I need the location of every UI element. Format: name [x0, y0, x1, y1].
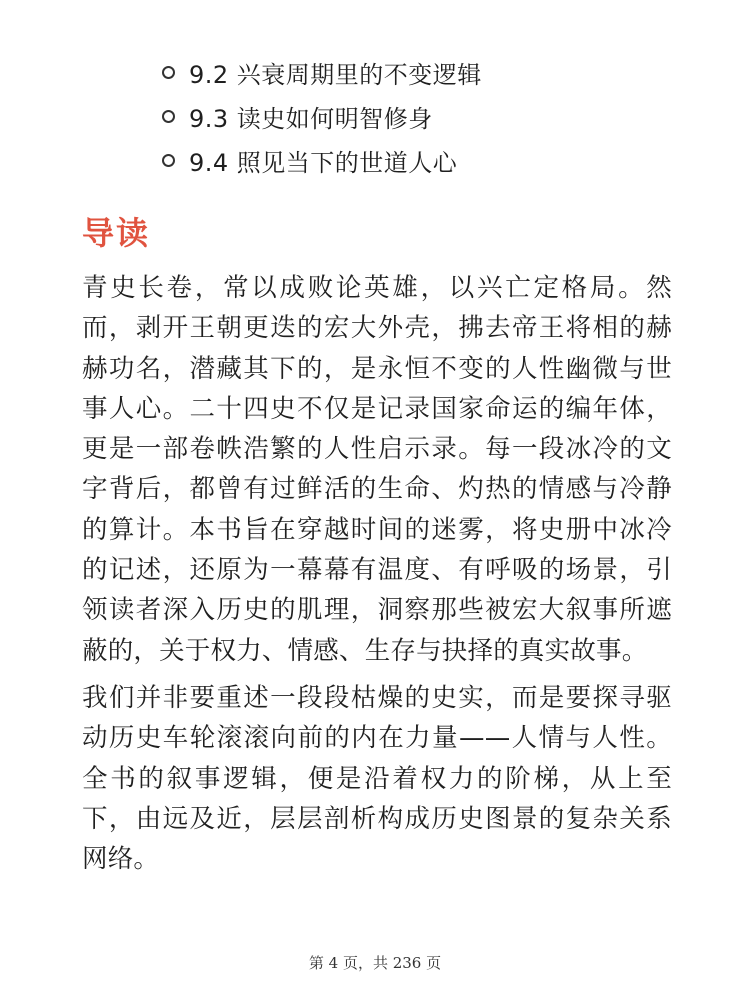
body-text	[82, 268, 672, 879]
hollow-circle-bullet-icon	[162, 66, 175, 79]
hollow-circle-bullet-icon	[162, 154, 175, 167]
toc-item-9-3	[162, 94, 482, 138]
toc-item-label: 9.3 读史如何明智修身	[189, 104, 433, 133]
toc-list	[162, 50, 482, 182]
hollow-circle-bullet-icon	[162, 110, 175, 123]
toc-item-label: 9.4 照见当下的世道人心	[189, 148, 458, 177]
toc-item-9-2	[162, 50, 482, 94]
toc-item-label: 9.2 兴衰周期里的不变逻辑	[189, 60, 482, 89]
page-footer: 第 4 页，共 236 页	[308, 954, 442, 972]
paragraph-1: 青史长卷，常以成败论英雄，以兴亡定格局。然而，剥开王朝更迭的宏大外壳，拂去帝王将相的赫赫功名，潜藏其下的，是永恒不变的人性幽微与世事人心。二十四史不仅是记录国家命运的编年体，更是一部卷帙浩繁的人性启示录。每一段冰冷的文字背后，都曾有过鲜活的生命、灼热的情感与冷静的算计。本书旨在穿越时间的迷雾，将史册中冰冷的记述，还原为一幕幕有温度、有呼吸的场景，引领读者深入历史的肌理，洞察那些被宏大叙事所遮蔽的，关于权力、情感、生存与抉择的真实故事。	[82, 273, 672, 666]
paragraph-2: 我们并非要重述一段段枯燥的史实，而是要探寻驱动历史车轮滚滚向前的内在力量——人情与人性。全书的叙事逻辑，便是沿着权力的阶梯，从上至下，由远及近，层层剖析构成历史图景的复杂关系网络。	[82, 682, 672, 875]
toc-item-9-4	[162, 138, 482, 182]
section-heading: 导读	[82, 214, 151, 252]
